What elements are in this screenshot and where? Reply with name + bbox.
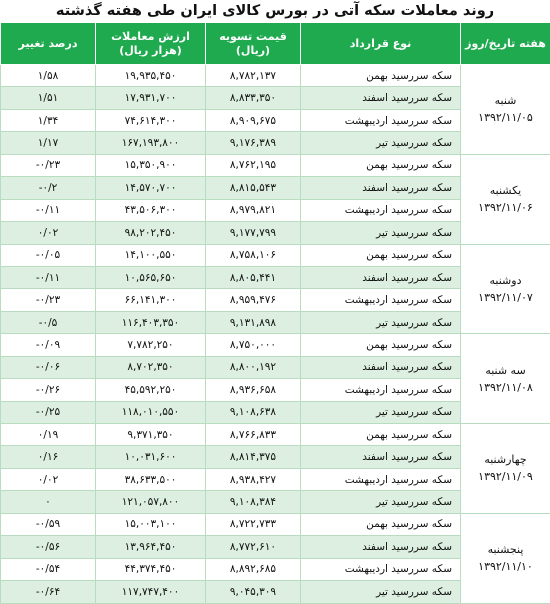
change-cell: -۰/۲ xyxy=(1,177,96,199)
value-cell: ۱۵,۰۰۳,۱۰۰ xyxy=(96,513,206,535)
contract-cell: سکه سررسید تیر xyxy=(301,311,461,333)
change-cell: -۰/۵۹ xyxy=(1,513,96,535)
value-cell: ۱۴,۵۷۰,۷۰۰ xyxy=(96,177,206,199)
change-cell: ۱/۵۸ xyxy=(1,65,96,87)
change-cell: ۰/۰۲ xyxy=(1,222,96,244)
day-date: ۱۳۹۲/۱۱/۰۶ xyxy=(478,201,533,214)
day-name: دوشنبه xyxy=(490,274,522,287)
value-cell: ۱۱۷,۷۴۷,۴۰۰ xyxy=(96,581,206,603)
change-cell: -۰/۱۱ xyxy=(1,199,96,221)
change-cell: -۰/۰۹ xyxy=(1,334,96,356)
change-cell: -۰/۵۴ xyxy=(1,558,96,580)
price-cell: ۹,۱۷۷,۷۹۹ xyxy=(206,222,301,244)
price-cell: ۸,۸۳۳,۳۵۰ xyxy=(206,87,301,109)
price-cell: ۹,۱۳۱,۸۹۸ xyxy=(206,311,301,333)
page-title: روند معاملات سکه آتی در بورس کالای ایران طی هفته گذشته xyxy=(0,0,550,22)
contract-cell: سکه سررسید اردیبهشت xyxy=(301,289,461,311)
value-cell: ۷,۷۸۲,۲۵۰ xyxy=(96,334,206,356)
contract-cell: سکه سررسید اسفند xyxy=(301,356,461,378)
contract-cell: سکه سررسید اردیبهشت xyxy=(301,468,461,490)
change-cell: -۰/۲۳ xyxy=(1,154,96,176)
contract-cell: سکه سررسید اسفند xyxy=(301,177,461,199)
price-cell: ۸,۷۶۶,۸۳۳ xyxy=(206,424,301,446)
price-cell: ۸,۸۰۵,۴۴۱ xyxy=(206,266,301,288)
value-cell: ۹۸,۲۰۲,۴۵۰ xyxy=(96,222,206,244)
price-cell: ۸,۷۲۲,۷۳۳ xyxy=(206,513,301,535)
change-cell: ۰/۱۶ xyxy=(1,446,96,468)
price-cell: ۸,۷۶۲,۱۹۵ xyxy=(206,154,301,176)
contract-cell: سکه سررسید تیر xyxy=(301,132,461,154)
day-name: شنبه xyxy=(495,94,517,107)
table-row xyxy=(1,244,550,266)
change-cell: ۱/۳۴ xyxy=(1,109,96,131)
change-cell: ۰ xyxy=(1,491,96,513)
value-cell: ۴۴,۳۷۴,۴۵۰ xyxy=(96,558,206,580)
value-cell: ۷۴,۶۱۴,۳۰۰ xyxy=(96,109,206,131)
day-date: ۱۳۹۲/۱۱/۰۸ xyxy=(478,381,533,394)
value-cell: ۶۶,۱۴۱,۳۰۰ xyxy=(96,289,206,311)
change-cell: -۰/۱۱ xyxy=(1,266,96,288)
trades-table xyxy=(0,22,550,604)
contract-cell: سکه سررسید تیر xyxy=(301,581,461,603)
price-cell: ۹,۱۷۶,۳۸۹ xyxy=(206,132,301,154)
contract-cell: سکه سررسید بهمن xyxy=(301,65,461,87)
contract-cell: سکه سررسید تیر xyxy=(301,491,461,513)
value-cell: ۱۳,۹۶۴,۴۵۰ xyxy=(96,536,206,558)
value-cell: ۱۰,۰۳۱,۶۰۰ xyxy=(96,446,206,468)
header-contract: نوع قرارداد xyxy=(301,23,461,65)
value-cell: ۱۴,۱۰۰,۵۵۰ xyxy=(96,244,206,266)
day-date: ۱۳۹۲/۱۱/۱۰ xyxy=(478,560,533,573)
value-cell: ۴۵,۵۹۲,۲۵۰ xyxy=(96,379,206,401)
contract-cell: سکه سررسید بهمن xyxy=(301,334,461,356)
value-cell: ۱۱۸,۰۱۰,۵۵۰ xyxy=(96,401,206,423)
contract-cell: سکه سررسید اردیبهشت xyxy=(301,109,461,131)
table-row xyxy=(1,65,550,87)
change-cell: -۰/۰۵ xyxy=(1,244,96,266)
contract-cell: سکه سررسید بهمن xyxy=(301,513,461,535)
header-change: درصد تغییر xyxy=(1,23,96,65)
change-cell: -۰/۰۶ xyxy=(1,356,96,378)
contract-cell: سکه سررسید اردیبهشت xyxy=(301,558,461,580)
day-name: چهارشنبه xyxy=(484,453,526,466)
change-cell: ۱/۱۷ xyxy=(1,132,96,154)
contract-cell: سکه سررسید بهمن xyxy=(301,424,461,446)
contract-cell: سکه سررسید اسفند xyxy=(301,266,461,288)
day-cell xyxy=(461,154,550,244)
table-row xyxy=(1,154,550,176)
contract-cell: سکه سررسید اردیبهشت xyxy=(301,199,461,221)
value-cell: ۱۰,۵۶۵,۶۵۰ xyxy=(96,266,206,288)
contract-cell: سکه سررسید بهمن xyxy=(301,244,461,266)
contract-cell: سکه سررسید تیر xyxy=(301,401,461,423)
change-cell: -۰/۲۶ xyxy=(1,379,96,401)
value-cell: ۱۷,۹۳۱,۷۰۰ xyxy=(96,87,206,109)
price-cell: ۸,۹۵۹,۴۷۶ xyxy=(206,289,301,311)
value-cell: ۱۲۱,۰۵۷,۸۰۰ xyxy=(96,491,206,513)
value-cell: ۱۵,۳۵۰,۹۰۰ xyxy=(96,154,206,176)
table-row xyxy=(1,334,550,356)
day-cell xyxy=(461,65,550,155)
header-value: ارزش معاملات (هزار ریال) xyxy=(96,23,206,65)
value-cell: ۱۹,۹۳۵,۴۵۰ xyxy=(96,65,206,87)
price-cell: ۸,۹۳۸,۴۲۷ xyxy=(206,468,301,490)
day-cell xyxy=(461,334,550,424)
day-date: ۱۳۹۲/۱۱/۰۵ xyxy=(478,111,533,124)
price-cell: ۸,۸۱۴,۳۷۵ xyxy=(206,446,301,468)
change-cell: -۰/۲۳ xyxy=(1,289,96,311)
price-cell: ۸,۸۱۵,۵۴۳ xyxy=(206,177,301,199)
value-cell: ۱۱۶,۴۰۳,۳۵۰ xyxy=(96,311,206,333)
price-cell: ۸,۹۳۶,۶۵۸ xyxy=(206,379,301,401)
header-day: هفته تاریخ/روز xyxy=(461,23,550,65)
change-cell: -۰/۵۶ xyxy=(1,536,96,558)
price-cell: ۹,۱۰۸,۶۳۸ xyxy=(206,401,301,423)
day-name: یکشنبه xyxy=(490,184,522,197)
price-cell: ۸,۹۰۹,۶۷۵ xyxy=(206,109,301,131)
change-cell: ۰/۱۹ xyxy=(1,424,96,446)
day-name: سه شنبه xyxy=(485,364,525,377)
price-cell: ۸,۷۵۰,۰۰۰ xyxy=(206,334,301,356)
day-name: پنجشنبه xyxy=(488,543,524,556)
price-cell: ۸,۸۰۰,۱۹۲ xyxy=(206,356,301,378)
price-cell: ۹,۰۴۵,۳۰۹ xyxy=(206,581,301,603)
contract-cell: سکه سررسید اسفند xyxy=(301,87,461,109)
header-row xyxy=(1,23,550,65)
day-date: ۱۳۹۲/۱۱/۰۷ xyxy=(478,291,533,304)
contract-cell: سکه سررسید تیر xyxy=(301,222,461,244)
change-cell: -۰/۵ xyxy=(1,311,96,333)
header-price: قیمت تسویه (ریال) xyxy=(206,23,301,65)
contract-cell: سکه سررسید بهمن xyxy=(301,154,461,176)
value-cell: ۱۶۷,۱۹۳,۸۰۰ xyxy=(96,132,206,154)
value-cell: ۴۳,۵۰۶,۳۰۰ xyxy=(96,199,206,221)
table-row xyxy=(1,424,550,446)
contract-cell: سکه سررسید اردیبهشت xyxy=(301,379,461,401)
price-cell: ۸,۹۷۹,۸۲۱ xyxy=(206,199,301,221)
value-cell: ۳۸,۶۳۳,۵۰۰ xyxy=(96,468,206,490)
day-cell xyxy=(461,424,550,514)
change-cell: ۱/۵۱ xyxy=(1,87,96,109)
value-cell: ۸,۷۰۲,۳۵۰ xyxy=(96,356,206,378)
change-cell: ۰/۰۲ xyxy=(1,468,96,490)
value-cell: ۹,۳۷۱,۳۵۰ xyxy=(96,424,206,446)
price-cell: ۸,۸۹۲,۶۸۵ xyxy=(206,558,301,580)
contract-cell: سکه سررسید اسفند xyxy=(301,536,461,558)
price-cell: ۸,۷۷۲,۶۱۰ xyxy=(206,536,301,558)
contract-cell: سکه سررسید اسفند xyxy=(301,446,461,468)
table-row xyxy=(1,513,550,535)
price-cell: ۸,۷۵۸,۱۰۶ xyxy=(206,244,301,266)
day-date: ۱۳۹۲/۱۱/۰۹ xyxy=(478,470,533,483)
change-cell: -۰/۲۵ xyxy=(1,401,96,423)
day-cell xyxy=(461,244,550,334)
price-cell: ۸,۷۸۲,۱۳۷ xyxy=(206,65,301,87)
change-cell: -۰/۶۴ xyxy=(1,581,96,603)
price-cell: ۹,۱۰۸,۳۸۴ xyxy=(206,491,301,513)
